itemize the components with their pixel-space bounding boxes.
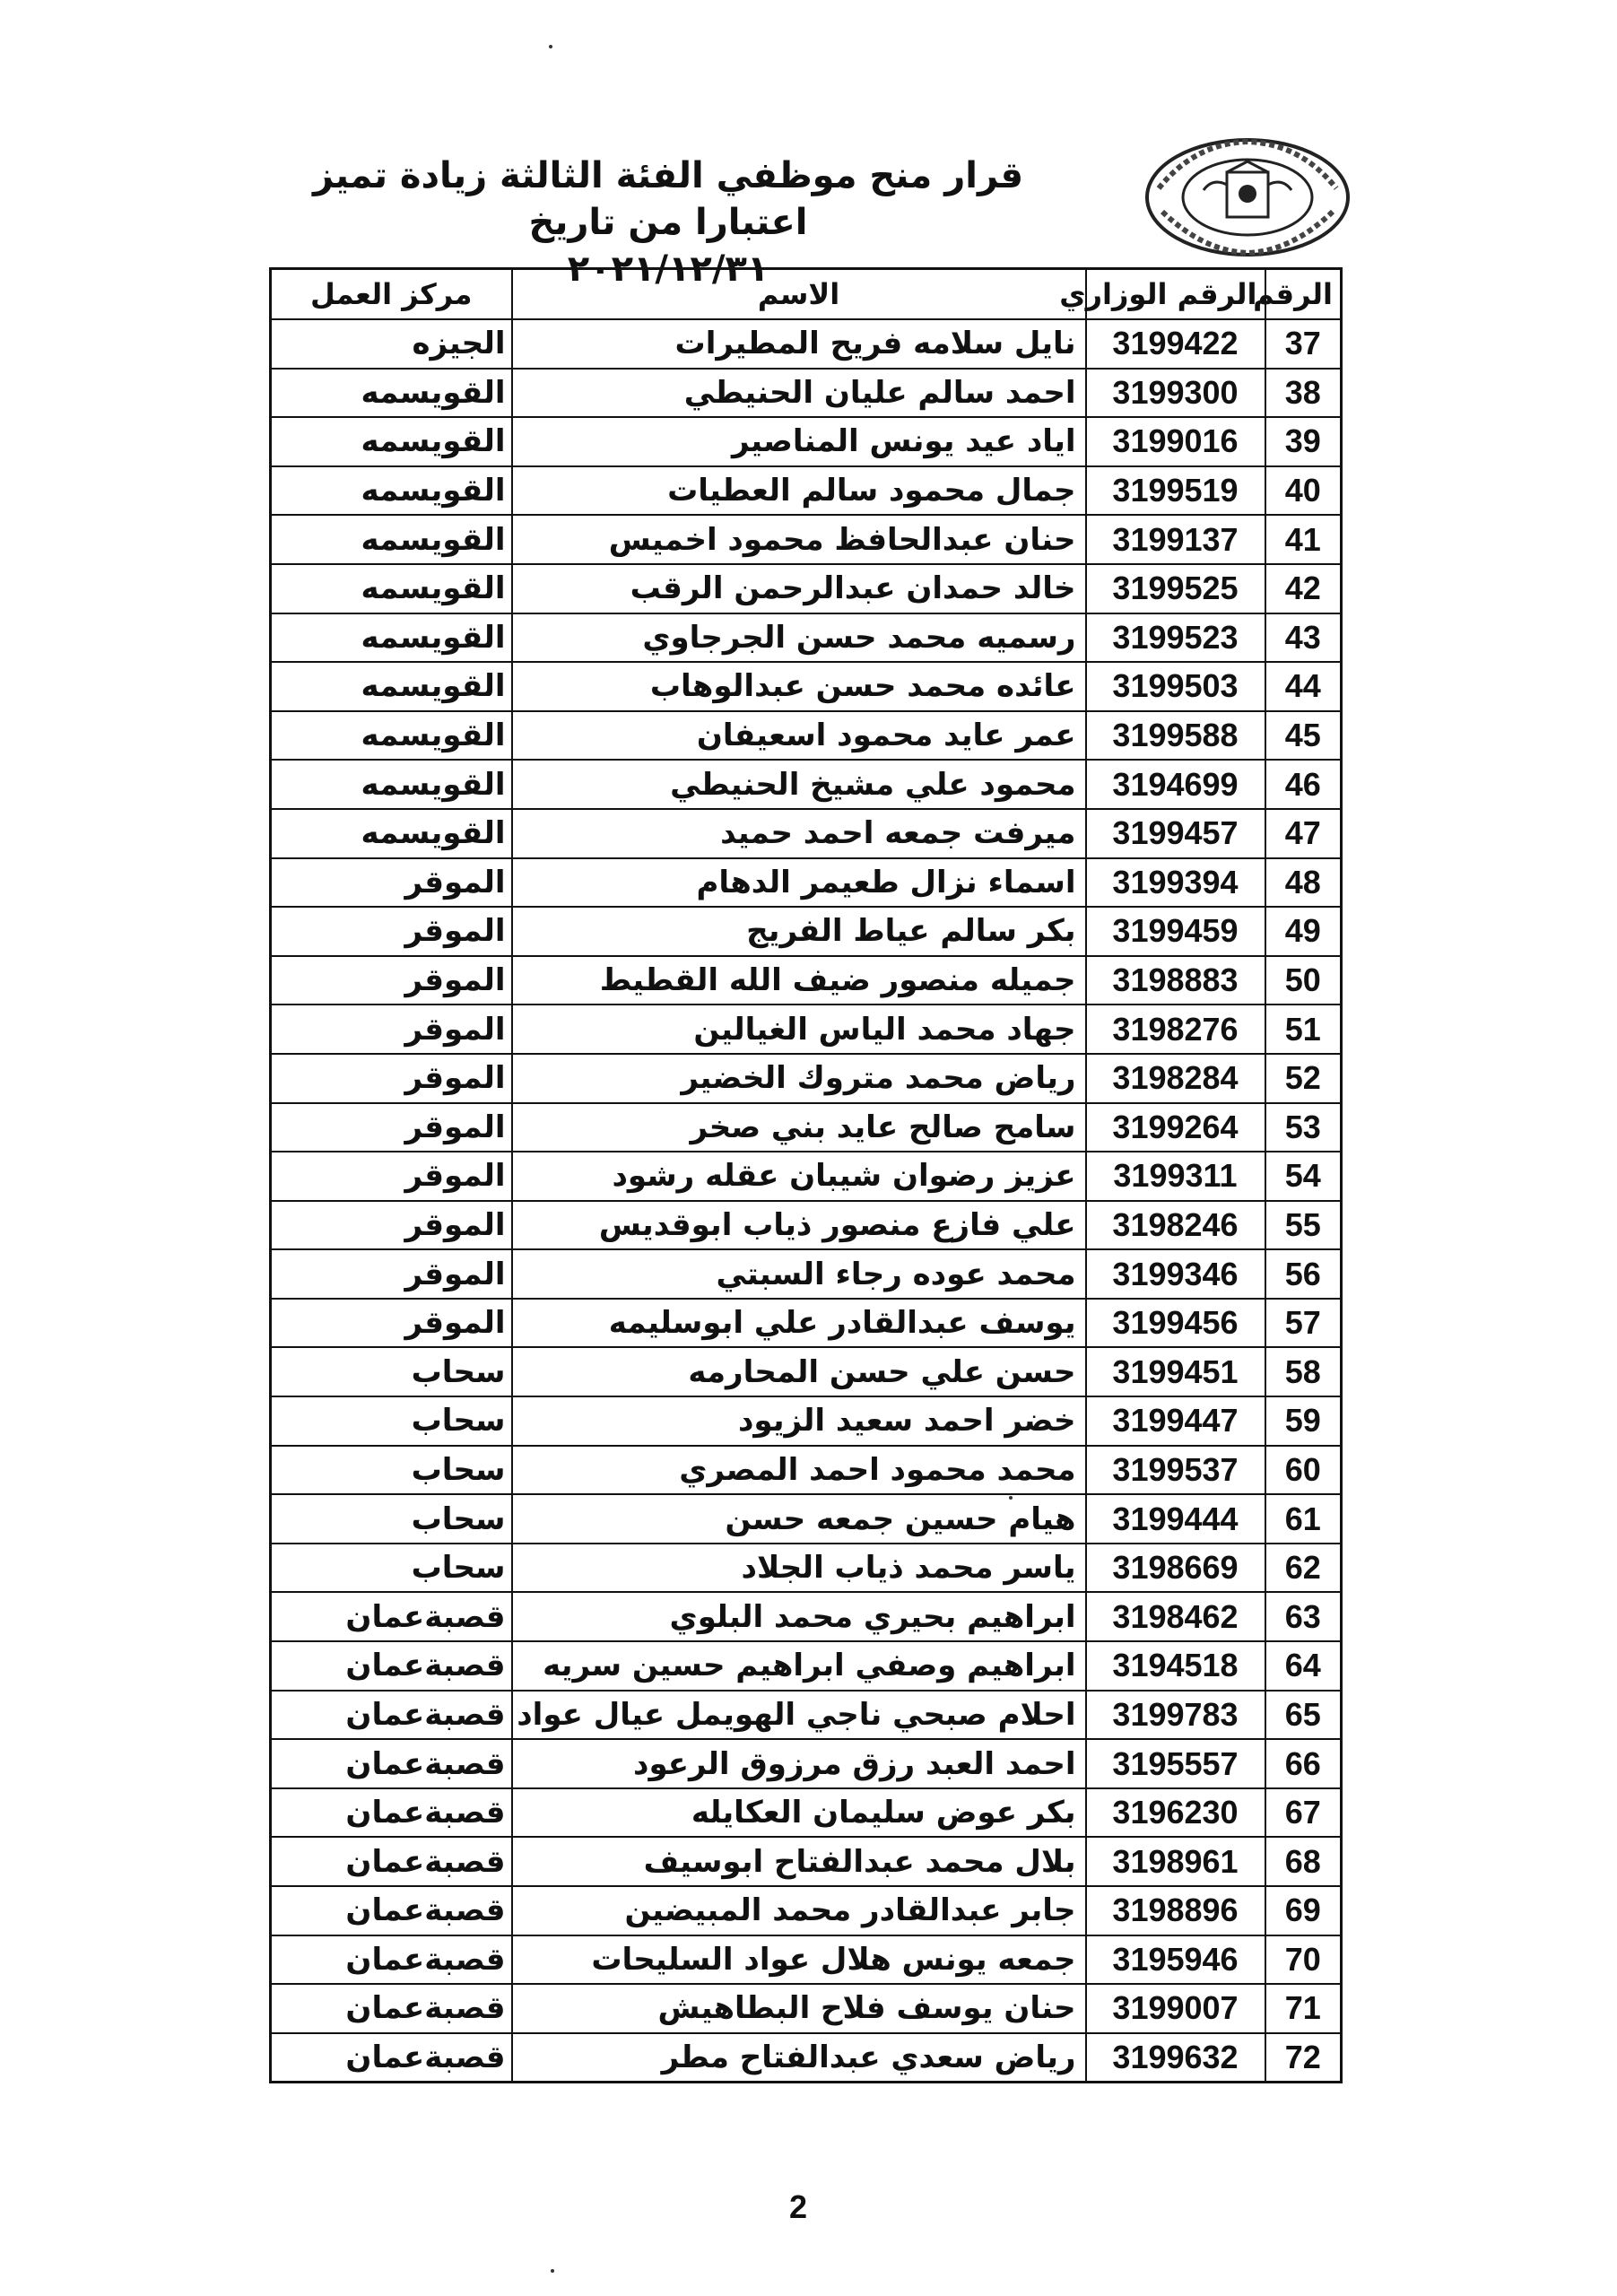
table-row [271,1249,1342,1299]
work-center: الموقر [271,1249,512,1299]
employee-name: حنان عبدالحافظ محمود اخميس [512,515,1086,564]
row-number: 42 [1265,564,1342,613]
row-number: 48 [1265,858,1342,908]
table-row [271,907,1342,956]
row-number: 54 [1265,1152,1342,1201]
ministry-id: 3199525 [1086,564,1265,613]
ministry-id: 3199394 [1086,858,1265,908]
work-center: قصبةعمان [271,1592,512,1641]
ministry-id: 3199137 [1086,515,1265,564]
employee-name: بلال محمد عبدالفتاح ابوسيف [512,1837,1086,1886]
employee-name: محمد محمود احمد المصري [512,1446,1086,1495]
employee-name: ابراهيم وصفي ابراهيم حسين سريه [512,1641,1086,1691]
ministry-id: 3194518 [1086,1641,1265,1691]
row-number: 64 [1265,1641,1342,1691]
ministry-id: 3199783 [1086,1691,1265,1740]
table-row [271,1788,1342,1838]
ministry-id: 3198462 [1086,1592,1265,1641]
employee-name: جابر عبدالقادر محمد المبيضين [512,1886,1086,1935]
row-number: 40 [1265,466,1342,516]
row-number: 61 [1265,1494,1342,1544]
work-center: الجيزه [271,319,512,369]
employee-name: ياسر محمد ذياب الجلاد [512,1544,1086,1593]
work-center: قصبةعمان [271,1837,512,1886]
work-center: قصبةعمان [271,1739,512,1788]
table-row [271,1544,1342,1593]
employee-name: علي فازع منصور ذياب ابوقديس [512,1201,1086,1250]
scan-speck [551,2269,554,2273]
work-center: الموقر [271,1004,512,1054]
work-center: الموقر [271,1054,512,1103]
work-center: الموقر [271,907,512,956]
table-row [271,466,1342,516]
work-center: قصبةعمان [271,1935,512,1985]
table-row [271,760,1342,809]
table-row [271,1641,1342,1691]
work-center: سحاب [271,1544,512,1593]
work-center: القويسمه [271,466,512,516]
ministry-seal-icon [1141,135,1354,260]
row-number: 37 [1265,319,1342,369]
table-row [271,1152,1342,1201]
work-center: قصبةعمان [271,2033,512,2083]
table-row [271,1446,1342,1495]
table-row [271,809,1342,858]
work-center: سحاب [271,1446,512,1495]
ministry-id: 3199503 [1086,662,1265,711]
employee-name: جمال محمود سالم العطيات [512,466,1086,516]
employee-name: ابراهيم بحيري محمد البلوي [512,1592,1086,1641]
work-center: قصبةعمان [271,1788,512,1838]
table-row [271,1886,1342,1935]
employee-name: حسن علي حسن المحارمه [512,1347,1086,1396]
ministry-id: 3199300 [1086,369,1265,418]
employee-name: عمر عايد محمود اسعيفان [512,711,1086,761]
work-center: قصبةعمان [271,1691,512,1740]
row-number: 71 [1265,1984,1342,2033]
table-row [271,1103,1342,1152]
employee-name: جهاد محمد الياس الغيالين [512,1004,1086,1054]
ministry-id: 3196230 [1086,1788,1265,1838]
work-center: سحاب [271,1396,512,1446]
column-header-number: الرقم [1265,269,1342,320]
employee-name: حنان يوسف فلاح البطاهيش [512,1984,1086,2033]
table-row [271,1494,1342,1544]
work-center: قصبةعمان [271,1641,512,1691]
row-number: 70 [1265,1935,1342,1985]
work-center: القويسمه [271,662,512,711]
employee-name: رسميه محمد حسن الجرجاوي [512,613,1086,663]
ministry-id: 3198883 [1086,956,1265,1005]
ministry-id: 3199456 [1086,1299,1265,1348]
row-number: 38 [1265,369,1342,418]
table-row [271,1592,1342,1641]
column-header-name: الاسم [512,269,1086,320]
employee-name: خضر احمد سعيد الزيود [512,1396,1086,1446]
work-center: القويسمه [271,515,512,564]
table-row [271,662,1342,711]
ministry-id: 3198669 [1086,1544,1265,1593]
row-number: 41 [1265,515,1342,564]
table-row [271,369,1342,418]
table-row [271,1739,1342,1788]
row-number: 55 [1265,1201,1342,1250]
work-center: الموقر [271,858,512,908]
ministry-id: 3198896 [1086,1886,1265,1935]
ministry-id: 3198961 [1086,1837,1265,1886]
employee-name: محمد عوده رجاء السبتي [512,1249,1086,1299]
column-header-ministry-id: الرقم الوزاري [1086,269,1265,320]
employee-name: احلام صبحي ناجي الهويمل عيال عواد [512,1691,1086,1740]
ministry-id: 3198284 [1086,1054,1265,1103]
employee-name: اسماء نزال طعيمر الدهام [512,858,1086,908]
employee-name: يوسف عبدالقادر علي ابوسليمه [512,1299,1086,1348]
row-number: 62 [1265,1544,1342,1593]
table-body [271,319,1342,2083]
ministry-id: 3199632 [1086,2033,1265,2083]
employee-name: احمد العبد رزق مرزوق الرعود [512,1739,1086,1788]
table-header-row [271,269,1342,320]
table-row [271,319,1342,369]
title-line-2: ٢٠٢١/١٢/٣١ [567,248,769,290]
row-number: 59 [1265,1396,1342,1446]
employee-name: نايل سلامه فريح المطيرات [512,319,1086,369]
table-row [271,1054,1342,1103]
work-center: الموقر [271,1201,512,1250]
table-row [271,1396,1342,1446]
ministry-id: 3195946 [1086,1935,1265,1985]
row-number: 46 [1265,760,1342,809]
employee-name: احمد سالم عليان الحنيطي [512,369,1086,418]
row-number: 44 [1265,662,1342,711]
row-number: 63 [1265,1592,1342,1641]
employee-name: بكر عوض سليمان العكايله [512,1788,1086,1838]
row-number: 60 [1265,1446,1342,1495]
row-number: 57 [1265,1299,1342,1348]
row-number: 43 [1265,613,1342,663]
ministry-id: 3199588 [1086,711,1265,761]
employees-table [269,267,1343,2083]
row-number: 67 [1265,1788,1342,1838]
employee-name: عزيز رضوان شيبان عقله رشود [512,1152,1086,1201]
ministry-id: 3194699 [1086,760,1265,809]
page-number: 2 [788,2188,808,2225]
ministry-id: 3199016 [1086,417,1265,466]
work-center: القويسمه [271,760,512,809]
row-number: 39 [1265,417,1342,466]
employee-name: عائده محمد حسن عبدالوهاب [512,662,1086,711]
ministry-id: 3198246 [1086,1201,1265,1250]
table-row [271,711,1342,761]
ministry-id: 3199444 [1086,1494,1265,1544]
work-center: قصبةعمان [271,1886,512,1935]
employee-name: جمعه يونس هلال عواد السليحات [512,1935,1086,1985]
row-number: 53 [1265,1103,1342,1152]
ministry-id: 3198276 [1086,1004,1265,1054]
scan-speck [1009,1496,1013,1500]
ministry-id: 3199311 [1086,1152,1265,1201]
column-header-work-center: مركز العمل [271,269,512,320]
work-center: الموقر [271,1299,512,1348]
employee-name: بكر سالم عياط الفريج [512,907,1086,956]
work-center: الموقر [271,1152,512,1201]
employee-name: ميرفت جمعه احمد حميد [512,809,1086,858]
row-number: 58 [1265,1347,1342,1396]
table-row [271,1691,1342,1740]
table-row [271,956,1342,1005]
ministry-id: 3199457 [1086,809,1265,858]
work-center: الموقر [271,956,512,1005]
ministry-id: 3199264 [1086,1103,1265,1152]
table-row [271,1984,1342,2033]
table-row [271,2033,1342,2083]
ministry-id: 3199523 [1086,613,1265,663]
employee-name: خالد حمدان عبدالرحمن الرقب [512,564,1086,613]
table-row [271,1201,1342,1250]
ministry-id: 3199447 [1086,1396,1265,1446]
table-row [271,417,1342,466]
scan-speck [549,45,552,48]
row-number: 49 [1265,907,1342,956]
employee-name: جميله منصور ضيف الله القطيط [512,956,1086,1005]
row-number: 66 [1265,1739,1342,1788]
table-row [271,1004,1342,1054]
row-number: 51 [1265,1004,1342,1054]
ministry-id: 3199007 [1086,1984,1265,2033]
row-number: 47 [1265,809,1342,858]
work-center: القويسمه [271,613,512,663]
employee-name: اياد عيد يونس المناصير [512,417,1086,466]
employee-name: محمود علي مشيخ الحنيطي [512,760,1086,809]
title-line-1: قرار منح موظفي الفئة الثالثة زيادة تميز اعتبارا من تاريخ [312,155,1024,243]
table-row [271,1347,1342,1396]
row-number: 68 [1265,1837,1342,1886]
work-center: القويسمه [271,369,512,418]
table-row [271,613,1342,663]
table-row [271,1935,1342,1985]
employee-name: رياض سعدي عبدالفتاح مطر [512,2033,1086,2083]
employee-name: سامح صالح عايد بني صخر [512,1103,1086,1152]
ministry-id: 3199422 [1086,319,1265,369]
work-center: القويسمه [271,417,512,466]
row-number: 72 [1265,2033,1342,2083]
employee-name: رياض محمد متروك الخضير [512,1054,1086,1103]
row-number: 65 [1265,1691,1342,1740]
table-row [271,564,1342,613]
work-center: قصبةعمان [271,1984,512,2033]
ministry-id: 3199459 [1086,907,1265,956]
row-number: 50 [1265,956,1342,1005]
table-row [271,1837,1342,1886]
work-center: سحاب [271,1347,512,1396]
work-center: القويسمه [271,564,512,613]
employees-table-container [269,267,1340,2083]
table-row [271,858,1342,908]
work-center: القويسمه [271,809,512,858]
work-center: سحاب [271,1494,512,1544]
work-center: القويسمه [271,711,512,761]
row-number: 45 [1265,711,1342,761]
employee-name: هيام حسين جمعه حسن [512,1494,1086,1544]
row-number: 69 [1265,1886,1342,1935]
ministry-id: 3199346 [1086,1249,1265,1299]
ministry-id: 3195557 [1086,1739,1265,1788]
row-number: 56 [1265,1249,1342,1299]
table-row [271,1299,1342,1348]
ministry-id: 3199537 [1086,1446,1265,1495]
ministry-id: 3199519 [1086,466,1265,516]
row-number: 52 [1265,1054,1342,1103]
work-center: الموقر [271,1103,512,1152]
ministry-id: 3199451 [1086,1347,1265,1396]
table-row [271,515,1342,564]
